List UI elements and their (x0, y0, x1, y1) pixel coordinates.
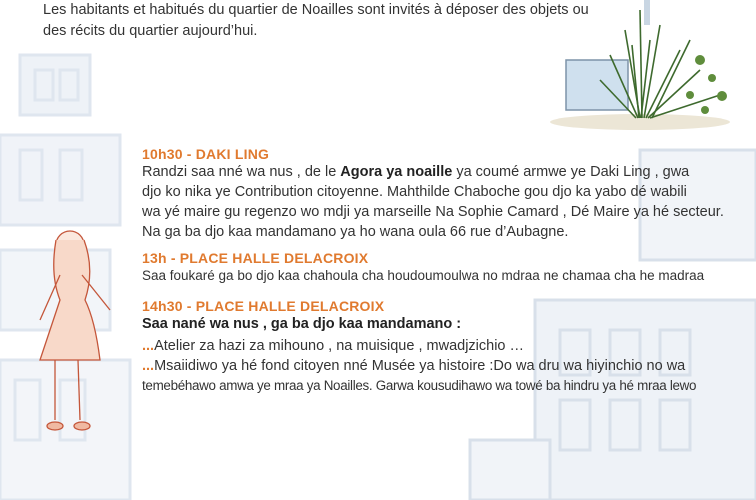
event-description (142, 162, 722, 242)
intro-line-2: des récits du quartier aujourd’hui. (43, 23, 258, 39)
bullet-text: Msaiidiwo ya hé fond citoyen nné Musée ya histoire :Do wa dru wa hiyinchio no wa (154, 358, 686, 374)
bullet-marker: ... (142, 338, 155, 354)
bullet-item (142, 356, 722, 376)
description-line-3: wa yé maire gu regenzo wo mdji ya marseille Na Sophie Camard , Dé Maire ya hé secteur. (142, 204, 724, 220)
event-subtitle (142, 314, 722, 334)
bullet-marker: ... (142, 358, 155, 374)
bullet-text: Atelier za hazi za mihouno , na muisique , mwadjzichio … (154, 338, 525, 354)
event-body (142, 314, 722, 396)
intro-text (43, 0, 643, 42)
description-line-4: Na ga ba djo kaa mandamano ya ho wana oula 66 rue d’Aubagne. (142, 224, 569, 240)
description-line-1 (142, 162, 722, 182)
event-place-halle-2 (142, 298, 722, 396)
bullet-text-continued: temebéhawo amwa ye mraa ya Noailles. Garwa kousudihawo wa towé ba hindru ya hé mraa lewo (142, 378, 697, 393)
bold-venue: Agora ya noaille (340, 164, 453, 180)
subtitle-text: Saa nané wa nus , ga ba djo kaa mandamano : (142, 316, 462, 332)
event-heading: 10h30 - DAKI LING (142, 146, 270, 162)
event-heading: 14h30 - PLACE HALLE DELACROIX (142, 298, 385, 314)
bullet-item (142, 336, 722, 356)
event-daki-ling (142, 146, 722, 242)
event-place-halle-1 (142, 250, 722, 286)
description-line-2: djo ko nika ye Contribution citoyenne. Mahthilde Chaboche gou djo ka yabo dé wabili (142, 184, 687, 200)
intro-line-1: Les habitants et habitués du quartier de Noailles sont invités à déposer des objets ou (43, 2, 589, 18)
text-span: Randzi saa nné wa nus , de le (142, 164, 341, 180)
event-description: Saa foukaré ga bo djo kaa chahoula cha houdoumoulwa no mdraa ne chamaa cha he madraa (142, 268, 705, 283)
text-span: ya coumé armwe ye Daki Ling , gwa (452, 164, 690, 180)
event-heading: 13h - PLACE HALLE DELACROIX (142, 250, 369, 266)
